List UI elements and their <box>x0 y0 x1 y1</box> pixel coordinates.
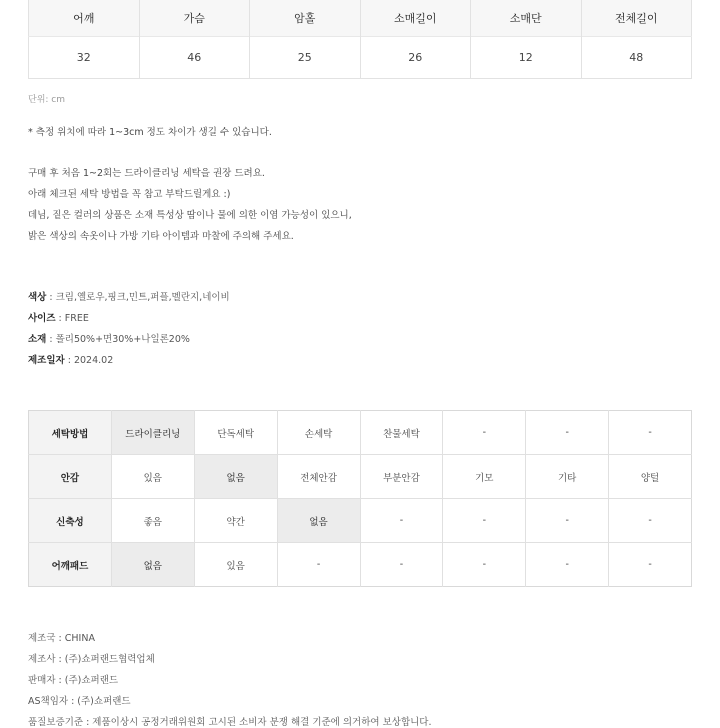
info-manufacturer: 제조사 : (주)쇼퍼랜드협력업체 <box>28 654 155 665</box>
size-value-sleeve-hem: 12 <box>471 37 582 79</box>
size-value-shoulder: 32 <box>29 37 140 79</box>
spec-color <box>28 289 230 303</box>
spec-material-value: : 폴리50%+면30%+나일론20% <box>46 334 190 345</box>
care-row-header: 세탁방법 <box>29 411 112 455</box>
care-note-1: 구매 후 처음 1~2회는 드라이클리닝 세탁을 권장 드려요. <box>28 168 265 179</box>
care-row-header: 신축성 <box>29 499 112 543</box>
care-cell: - <box>609 411 692 455</box>
care-cell: - <box>277 543 360 587</box>
spec-date-value: : 2024.02 <box>64 355 114 366</box>
care-cell-checked: 드라이클리닝 <box>111 411 194 455</box>
care-cell: - <box>526 543 609 587</box>
care-cell: 약간 <box>194 499 277 543</box>
care-cell: - <box>443 543 526 587</box>
care-cell: 찬물세탁 <box>360 411 443 455</box>
spec-material-label: 소재 <box>28 334 47 345</box>
care-cell: 양털 <box>609 455 692 499</box>
size-header-total-length: 전체길이 <box>581 0 692 37</box>
care-cell: - <box>443 499 526 543</box>
care-cell: 손세탁 <box>277 411 360 455</box>
spec-material <box>28 331 190 345</box>
care-note-4: 밝은 색상의 속옷이나 가방 기타 아이템과 마찰에 주의해 주세요. <box>28 231 294 242</box>
care-cell-checked: 없음 <box>111 543 194 587</box>
measurement-note: * 측정 위치에 따라 1~3cm 정도 차이가 생길 수 있습니다. <box>28 127 272 138</box>
spec-color-label: 색상 <box>28 292 47 303</box>
unit-note: 단위: cm <box>28 95 65 105</box>
care-cell: - <box>526 499 609 543</box>
care-cell: 부분안감 <box>360 455 443 499</box>
care-cell: 있음 <box>111 455 194 499</box>
info-warranty: 품질보증기준 : 제품이상시 공정거래위원회 고시된 소비자 분쟁 해결 기준에 의거하여 보상합니다. <box>28 717 432 728</box>
care-row-header: 어깨패드 <box>29 543 112 587</box>
size-header-chest: 가슴 <box>139 0 250 37</box>
info-as-manager: AS책임자 : (주)쇼퍼랜드 <box>28 696 131 707</box>
size-header-armhole: 암홀 <box>250 0 361 37</box>
spec-color-value: : 크림,옐로우,핑크,민트,퍼플,멜란지,네이비 <box>46 292 230 303</box>
size-table <box>28 0 692 79</box>
size-header-shoulder: 어깨 <box>29 0 140 37</box>
care-table <box>28 410 692 587</box>
care-cell: - <box>360 499 443 543</box>
size-table-value-row <box>29 37 692 79</box>
care-cell-checked: 없음 <box>194 455 277 499</box>
care-row-header: 안감 <box>29 455 112 499</box>
care-table-row <box>29 499 692 543</box>
size-value-armhole: 25 <box>250 37 361 79</box>
care-cell: - <box>609 499 692 543</box>
care-cell: 전체안감 <box>277 455 360 499</box>
care-cell: 기모 <box>443 455 526 499</box>
care-note-3: 데님, 짙은 컬러의 상품은 소재 특성상 땀이나 물에 의한 이염 가능성이 있으니, <box>28 210 352 221</box>
care-cell: 기타 <box>526 455 609 499</box>
care-cell: 좋음 <box>111 499 194 543</box>
size-value-total-length: 48 <box>581 37 692 79</box>
care-table-row <box>29 455 692 499</box>
info-origin: 제조국 : CHINA <box>28 633 95 644</box>
size-table-header-row <box>29 0 692 37</box>
spec-size-label: 사이즈 <box>28 313 56 324</box>
care-cell: 있음 <box>194 543 277 587</box>
info-seller: 판매자 : (주)쇼퍼랜드 <box>28 675 119 686</box>
care-cell: - <box>648 559 652 570</box>
size-value-chest: 46 <box>139 37 250 79</box>
spec-date-label: 제조일자 <box>28 355 65 366</box>
size-header-sleeve-length: 소매길이 <box>360 0 471 37</box>
care-table-row <box>29 543 692 587</box>
care-note-2: 아래 체크된 세탁 방법을 꼭 참고 부탁드릴게요 :) <box>28 189 231 200</box>
spec-size <box>28 310 89 324</box>
care-cell-checked: 없음 <box>277 499 360 543</box>
size-value-sleeve-length: 26 <box>360 37 471 79</box>
care-cell: - <box>443 411 526 455</box>
spec-size-value: : FREE <box>55 313 89 324</box>
spec-date <box>28 352 113 366</box>
care-cell: 단독세탁 <box>194 411 277 455</box>
care-cell: - <box>360 543 443 587</box>
care-cell: - <box>526 411 609 455</box>
size-header-sleeve-hem: 소매단 <box>471 0 582 37</box>
care-table-row <box>29 411 692 455</box>
